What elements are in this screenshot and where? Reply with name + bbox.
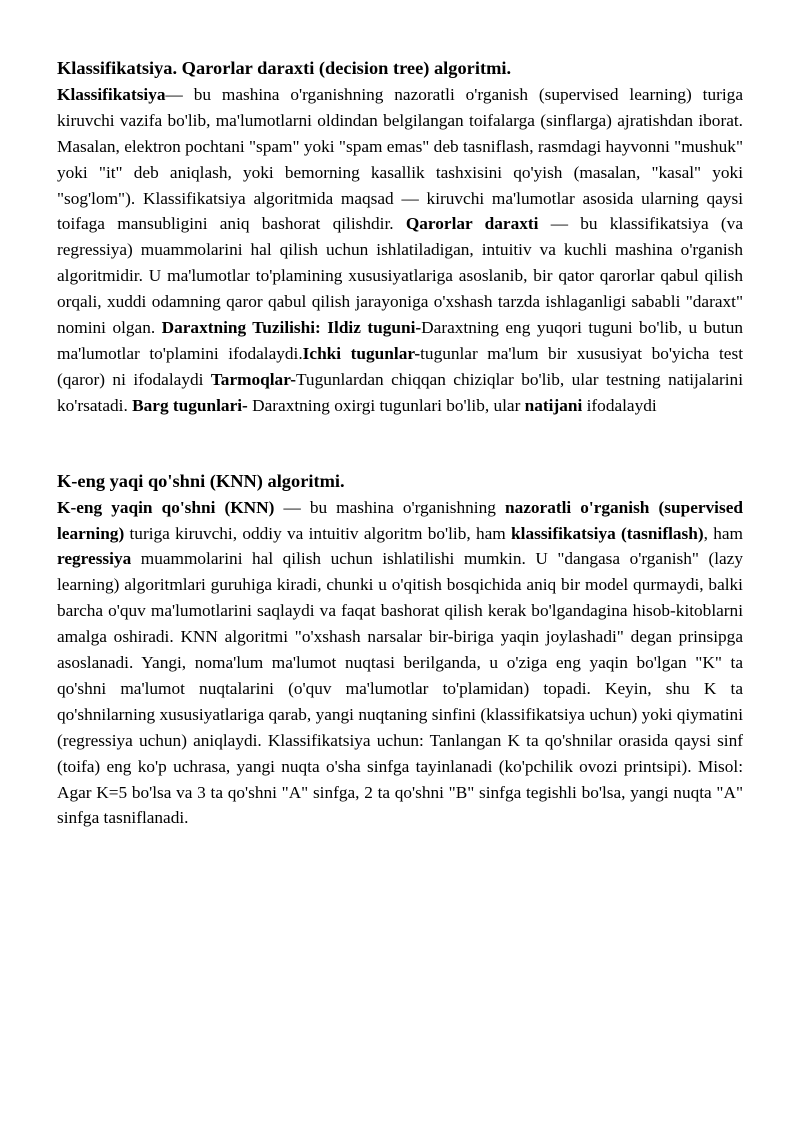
document-page bbox=[57, 56, 743, 831]
text-run: — bu mashina o'rganishning bbox=[274, 497, 505, 517]
section-heading-decision-tree: Klassifikatsiya. Qarorlar daraxti (decision tree) algoritmi. bbox=[57, 58, 512, 78]
text-run: , ham bbox=[703, 523, 743, 543]
term-klassifikatsiya-tasniflash: klassifikatsiya (tasniflash) bbox=[511, 523, 704, 543]
section-spacer bbox=[57, 419, 743, 469]
text-run: — bu mashina o'rganishning nazoratli o'rganish (supervised learning) turiga kiruvchi vazifa bo'lib, ma'lumotlarni oldindan belgilangan toifalarga (sinflarga) ajratishdan iborat. Masalan, elektron pochtani "spam" yoki "spam emas" deb tasniflash, rasmdagi hayvonni "mushuk" yoki "it" deb aniqlash, yoki bemorning kasallik tashxisini qo'yish (masalan, "kasal" yoki "sog'lom"). Klassifikatsiya algoritmida maqsad — kiruvchi ma'lumotlar asosida ularning qaysi toifaga mansubligini aniq bashorat qilishdir. bbox=[57, 84, 743, 234]
text-run: Daraxtning eng yuqori tuguni bo'lib, u butun ma'lumotlar to'plamini ifodalaydi. bbox=[57, 318, 743, 363]
text-run: — bu klassifikatsiya (va regressiya) muammolarini hal qilish uchun ishlatiladigan, intuitiv va kuchli mashina o'rganish algoritmidir. U ma'lumotlar to'plamining xususiyatlariga asoslanib, bir qator qarorlar qabul qilish orqali, xuddi odamning qaror qabul qilish jarayoniga o'xshash tarzda ishlaganligi sababli "daraxt" nomini olgan. bbox=[57, 214, 743, 338]
term-natijani: natijani bbox=[524, 395, 583, 415]
term-knn: K-eng yaqin qo'shni (KNN) bbox=[57, 497, 275, 517]
section-heading-knn: K-eng yaqi qo'shni (KNN) algoritmi. bbox=[57, 470, 345, 491]
text-run: turiga kiruvchi, oddiy va intuitiv algoritm bo'lib, ham bbox=[124, 523, 512, 543]
term-tarmoqlar: Tarmoqlar- bbox=[210, 369, 296, 389]
term-nazoratli-organish: nazoratli o'rganish (supervised learning) bbox=[57, 497, 743, 543]
term-klassifikatsiya: Klassifikatsiya bbox=[57, 84, 166, 104]
term-ichki-tugunlar: Ichki tugunlar- bbox=[302, 343, 421, 363]
term-qarorlar-daraxti: Qarorlar daraxti bbox=[405, 214, 539, 234]
text-run: Tugunlardan chiqqan chiziqlar bo'lib, ular testning natijalarini ko'rsatadi. bbox=[57, 369, 743, 415]
text-run: tugunlar ma'lum bir xususiyat bo'yicha test (qaror) ni ifodalaydi bbox=[57, 343, 743, 389]
term-regressiya: regressiya bbox=[57, 549, 132, 569]
term-daraxt-tuzilishi: Daraxtning Tuzilishi: Ildiz tuguni- bbox=[161, 318, 422, 338]
paragraph-knn bbox=[57, 495, 743, 832]
paragraph-decision-tree bbox=[57, 82, 743, 419]
text-run: ifodalaydi bbox=[582, 395, 657, 415]
term-barg-tugunlari: Barg tugunlari- bbox=[132, 395, 248, 415]
text-run: Daraxtning oxirgi tugunlari bo'lib, ular bbox=[247, 395, 525, 415]
text-run: muammolarini hal qilish uchun ishlatilishi mumkin. U "dangasa o'rganish" (lazy learning) algoritmlari guruhiga kiradi, chunki u o'qitish bosqichida aniq bir model qurmaydi, balki barcha o'quv ma'lumotlarini saqlaydi va faqat bashorat qilish kerak bo'lgandagina hisob-kitoblarni amalga oshiradi. KNN algoritmi "o'xshash narsalar bir-biriga yaqin joylashadi" degan prinsipga asoslanadi. Yangi, noma'lum ma'lumot nuqtasi berilganda, u o'ziga eng yaqin bo'lgan "K" ta qo'shni ma'lumot nuqtalarini (o'quv ma'lumotlar to'plamidan) topadi. Keyin, shu K ta qo'shnilarning xususiyatlariga qarab, yangi nuqtaning sinfini (klassifikatsiya uchun) yoki qiymatini (regressiya uchun) aniqlaydi. Klassifikatsiya uchun: Tanlangan K ta qo'shnilar orasida qaysi sinf (toifa) eng ko'p uchrasa, yangi nuqta o'sha sinfga tayinlanadi (ko'pchilik ovozi printsipi). Misol: Agar K=5 bo'lsa va 3 ta qo'shni "A" sinfga, 2 ta qo'shni "B" sinfga tegishli bo'lsa, yangi nuqta "A" sinfga tasniflanadi. bbox=[57, 549, 743, 828]
